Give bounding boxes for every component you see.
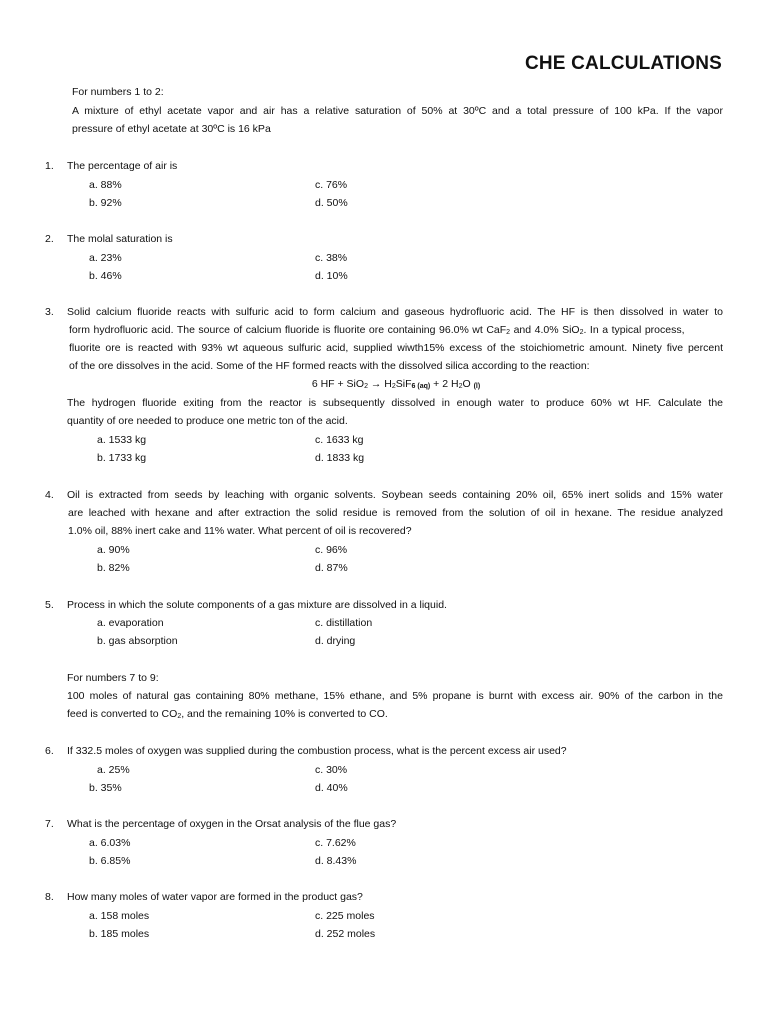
option-c: c. 225 moles (315, 910, 375, 922)
option-a: a. 1533 kg (97, 434, 147, 446)
option-d: d. 10% (315, 270, 348, 282)
option-a: a. 158 moles (89, 910, 150, 922)
option-c: c. distillation (315, 617, 373, 629)
option-b: b. 35% (89, 782, 122, 794)
option-a: a. 25% (97, 764, 130, 776)
option-b: b. 92% (89, 197, 122, 209)
question-text: How many moles of water vapor are formed in the product gas? (67, 891, 363, 903)
option-d: d. 1833 kg (315, 452, 365, 464)
option-b: b. 82% (97, 562, 130, 574)
option-d: d. 40% (315, 782, 348, 794)
page-title: CHE CALCULATIONS (524, 53, 722, 74)
option-b: b. 1733 kg (97, 452, 147, 464)
question-text-line: Solid calcium fluoride reacts with sulfuric acid to form calcium and gaseous hydrofluoric acid. The HF is then dissolved in water to (67, 306, 723, 318)
intro-heading: For numbers 1 to 2: (72, 86, 164, 98)
intro-text-line: 100 moles of natural gas containing 80% methane, 15% ethane, and 5% propane is burnt with excess air. 90% of the carbon in the (67, 690, 723, 702)
option-d: d. 87% (315, 562, 348, 574)
question-text-line: of the ore dissolves in the acid. Some of the HF formed reacts with the dissolved silica according to the reaction: (69, 360, 590, 372)
question-text-line: form hydrofluoric acid. The source of calcium fluoride is fluorite ore containing 96.0% wt CaF$_2$ and 4.0% SiO$_2$. In a typical process, (69, 324, 685, 336)
question-text-line: The hydrogen fluoride exiting from the reactor is subsequently dissolved in enough water to produce 60% wt HF. Calculate the (67, 397, 723, 409)
question-text: If 332.5 moles of oxygen was supplied during the combustion process, what is the percent excess air used? (67, 745, 567, 757)
option-d: d. 252 moles (315, 928, 376, 940)
option-a: a. 6.03% (89, 837, 131, 849)
question-text-line: Oil is extracted from seeds by leaching with organic solvents. Soybean seeds containing 20% oil, 65% inert solids and 15% water (67, 489, 723, 501)
option-b: b. 46% (89, 270, 122, 282)
option-a: a. evaporation (97, 617, 164, 629)
option-a: a. 88% (89, 179, 122, 191)
question-text-line: are leached with hexane and after extraction the solid residue is removed from the solution of oil in hexane. The residue analyzed (68, 507, 723, 519)
option-d: d. 8.43% (315, 855, 357, 867)
option-c: c. 30% (315, 764, 348, 776)
question-number: 8. (45, 891, 54, 903)
question-text-line: fluorite ore is reacted with 93% wt aqueous sulfuric acid, supplied wiwth15% excess of the stoichiometric amount. Ninety five percent (69, 342, 723, 354)
option-c: c. 7.62% (315, 837, 356, 849)
question-number: 4. (45, 489, 54, 501)
option-c: c. 96% (315, 544, 348, 556)
option-b: b. gas absorption (97, 635, 178, 647)
question-text: What is the percentage of oxygen in the Orsat analysis of the flue gas? (67, 818, 397, 830)
option-d: d. 50% (315, 197, 348, 209)
question-number: 7. (45, 818, 54, 830)
question-number: 2. (45, 233, 54, 245)
question-number: 1. (45, 160, 54, 172)
question-text: Process in which the solute components of a gas mixture are dissolved in a liquid. (67, 599, 447, 611)
option-c: c. 38% (315, 252, 348, 264)
option-d: d. drying (315, 635, 356, 647)
option-b: b. 6.85% (89, 855, 131, 867)
reaction-equation: 6 HF + $SiO_2 \to H_2SiF_{6 (aq)} + 2$ $H_2O$ $_{(l)}$ (311, 378, 481, 390)
option-a: a. 23% (89, 252, 122, 264)
question-number: 5. (45, 599, 54, 611)
question-text-line: 1.0% oil, 88% inert cake and 11% water. What percent of oil is recovered? (68, 525, 412, 537)
question-number: 3. (45, 306, 54, 318)
question-text: The molal saturation is (67, 233, 173, 245)
option-c: c. 76% (315, 179, 348, 191)
option-b: b. 185 moles (89, 928, 150, 940)
intro-heading: For numbers 7 to 9: (67, 672, 159, 684)
intro-text-line: feed is converted to $CO_2$, and the remaining 10% is converted to CO. (67, 708, 388, 720)
question-text: The percentage of air is (67, 160, 178, 172)
option-c: c. 1633 kg (315, 434, 364, 446)
intro-text-line: pressure of ethyl acetate at 30ºC is 16 kPa (72, 123, 271, 135)
question-number: 6. (45, 745, 54, 757)
question-text-line: quantity of ore needed to produce one metric ton of the acid. (67, 415, 348, 427)
intro-text-line: A mixture of ethyl acetate vapor and air has a relative saturation of 50% at 30ºC and a total pressure of 100 kPa. If the vapor (72, 105, 723, 117)
option-a: a. 90% (97, 544, 130, 556)
